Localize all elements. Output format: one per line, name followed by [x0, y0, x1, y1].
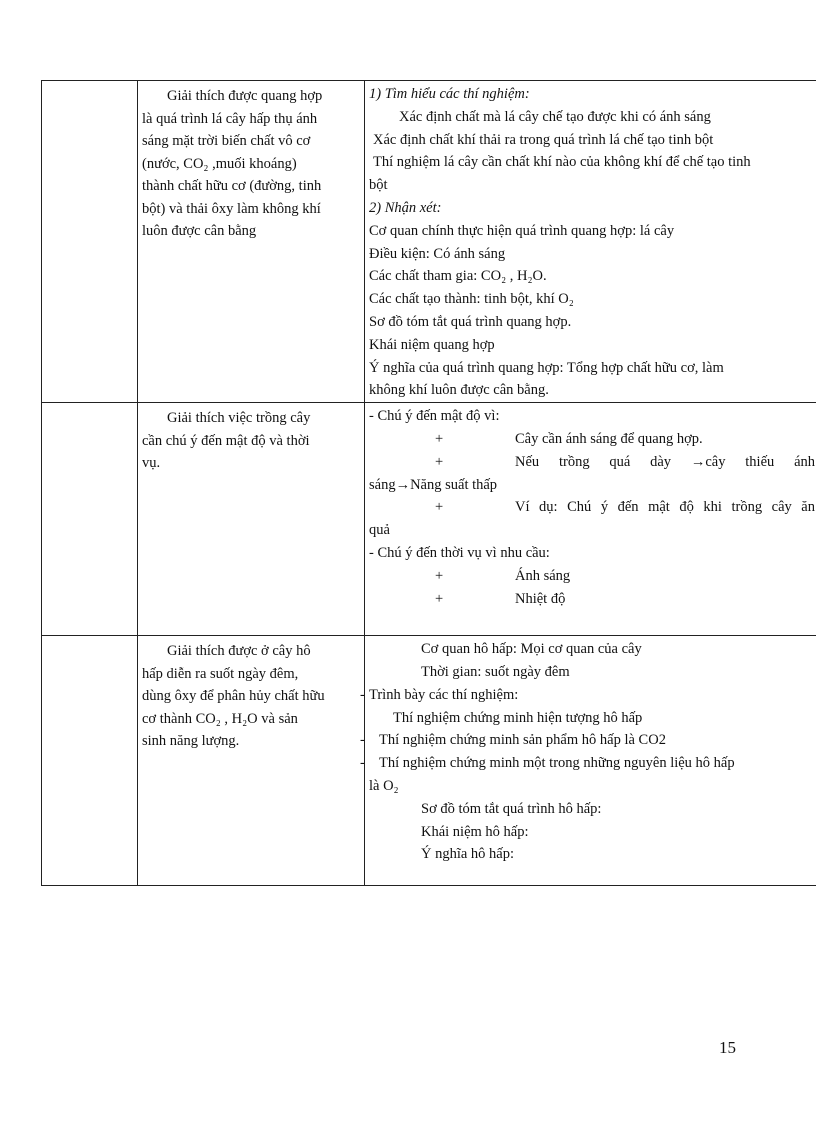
lesson-table	[41, 80, 816, 886]
objective-cell	[138, 81, 365, 403]
content-line: Thí nghiệm lá cây cần chất khí nào của không khí để chế tạo tinh	[373, 154, 751, 171]
objective-line: luôn được cân bằng	[142, 223, 257, 239]
content-line: Khái niệm hô hấp:	[421, 823, 529, 840]
objective-line: thành chất hữu cơ (đường, tinh	[142, 178, 322, 194]
objective-line: dùng ôxy để phân hủy chất hữu	[142, 688, 325, 705]
objective-cell	[138, 403, 365, 636]
plus-bullet: +	[435, 499, 444, 516]
content-line: Ý nghĩa hô hấp:	[421, 846, 515, 863]
content-line: Các chất tạo thành: tinh bột, khí O₂	[369, 291, 574, 308]
objective-line: bột) và thải ôxy làm không khí	[142, 200, 321, 217]
plus-bullet: +	[435, 453, 444, 470]
content-line: sáng→Năng suất thấp	[369, 476, 498, 493]
objective-line: hấp diễn ra suốt ngày đêm,	[142, 665, 299, 682]
content-line: - Trình bày các thí nghiệm:	[369, 684, 815, 707]
content-line: Sơ đồ tóm tắt quá trình hô hấp:	[421, 800, 602, 817]
bullet-text: Nếu trồng quá dày →cây thiếu ánh	[515, 453, 815, 470]
objective-line: là quá trình lá cây hấp thụ ánh	[142, 110, 318, 127]
content-line: Các chất tham gia: CO₂ , H₂O.	[369, 268, 547, 285]
bullet-text: Nhiệt độ	[515, 590, 566, 607]
content-line: - Chú ý đến thời vụ vì nhu cầu:	[369, 544, 550, 561]
page-number: 15	[719, 1038, 736, 1057]
objective-line: vụ.	[142, 455, 161, 472]
empty-cell	[42, 81, 138, 403]
table-row	[42, 636, 816, 886]
content-line: - Thí nghiệm chứng minh sản phẩm hô hấp là CO2	[369, 729, 815, 752]
objective-line: cơ thành CO₂ , H₂O và sản	[142, 710, 298, 727]
content-line: không khí luôn được cân bằng.	[369, 382, 549, 399]
section-heading: 2) Nhận xét:	[369, 199, 442, 216]
plus-bullet: +	[435, 590, 444, 607]
content-cell	[365, 403, 816, 636]
plus-bullet: +	[435, 567, 444, 584]
empty-cell	[42, 636, 138, 886]
bullet-line	[369, 451, 815, 474]
objective-line: sinh năng lượng.	[142, 733, 240, 750]
bullet-line	[369, 565, 815, 588]
content-line: - Chú ý đến mật độ vì:	[369, 408, 500, 425]
plus-bullet: +	[435, 430, 444, 447]
content-line: bột	[369, 177, 388, 194]
content-line: Sơ đồ tóm tắt quá trình quang hợp.	[369, 313, 572, 330]
bullet-line	[369, 428, 815, 451]
table-row	[42, 81, 816, 403]
bullet-text: Ánh sáng	[515, 567, 571, 584]
objective-line: Giải thích được ở cây hô	[167, 643, 311, 660]
bullet-text: Cây cần ánh sáng để quang hợp.	[515, 430, 703, 447]
objective-line: (nước, CO₂ ,muối khoáng)	[142, 155, 297, 172]
objective-line: cần chú ý đến mật độ và thời	[142, 432, 310, 449]
empty-cell	[42, 403, 138, 636]
objective-line: Giải thích được quang hợp	[167, 88, 323, 104]
content-line: Thí nghiệm chứng minh hiện tượng hô hấp	[393, 709, 643, 726]
section-heading: 1) Tìm hiểu các thí nghiệm:	[369, 86, 530, 102]
content-line: - Thí nghiệm chứng minh một trong những nguyên liệu hô hấp	[369, 752, 815, 775]
bullet-text: Ví dụ: Chú ý đến mật độ khi trồng cây ăn	[515, 499, 815, 516]
table-row	[42, 403, 816, 636]
content-line: Cơ quan chính thực hiện quá trình quang hợp: lá cây	[369, 222, 675, 239]
content-line: là O₂	[369, 777, 399, 794]
objective-line: sáng mặt trời biến chất vô cơ	[142, 133, 311, 149]
bullet-line	[369, 588, 815, 611]
content-line: Thời gian: suốt ngày đêm	[421, 663, 570, 680]
content-line: Điều kiện: Có ánh sáng	[369, 245, 506, 262]
content-line: Ý nghĩa của quá trình quang hợp: Tổng hợp chất hữu cơ, làm	[369, 359, 724, 376]
content-cell	[365, 81, 816, 403]
content-line: Xác định chất mà lá cây chế tạo được khi có ánh sáng	[399, 108, 711, 125]
content-line: Khái niệm quang hợp	[369, 336, 495, 353]
content-line: Cơ quan hô hấp: Mọi cơ quan của cây	[421, 641, 642, 658]
content-cell	[365, 636, 816, 886]
content-line: Xác định chất khí thải ra trong quá trình lá chế tạo tinh bột	[373, 131, 714, 148]
objective-cell	[138, 636, 365, 886]
content-line: quả	[369, 522, 390, 539]
objective-line: Giải thích việc trồng cây	[167, 410, 311, 427]
bullet-line	[369, 496, 815, 519]
